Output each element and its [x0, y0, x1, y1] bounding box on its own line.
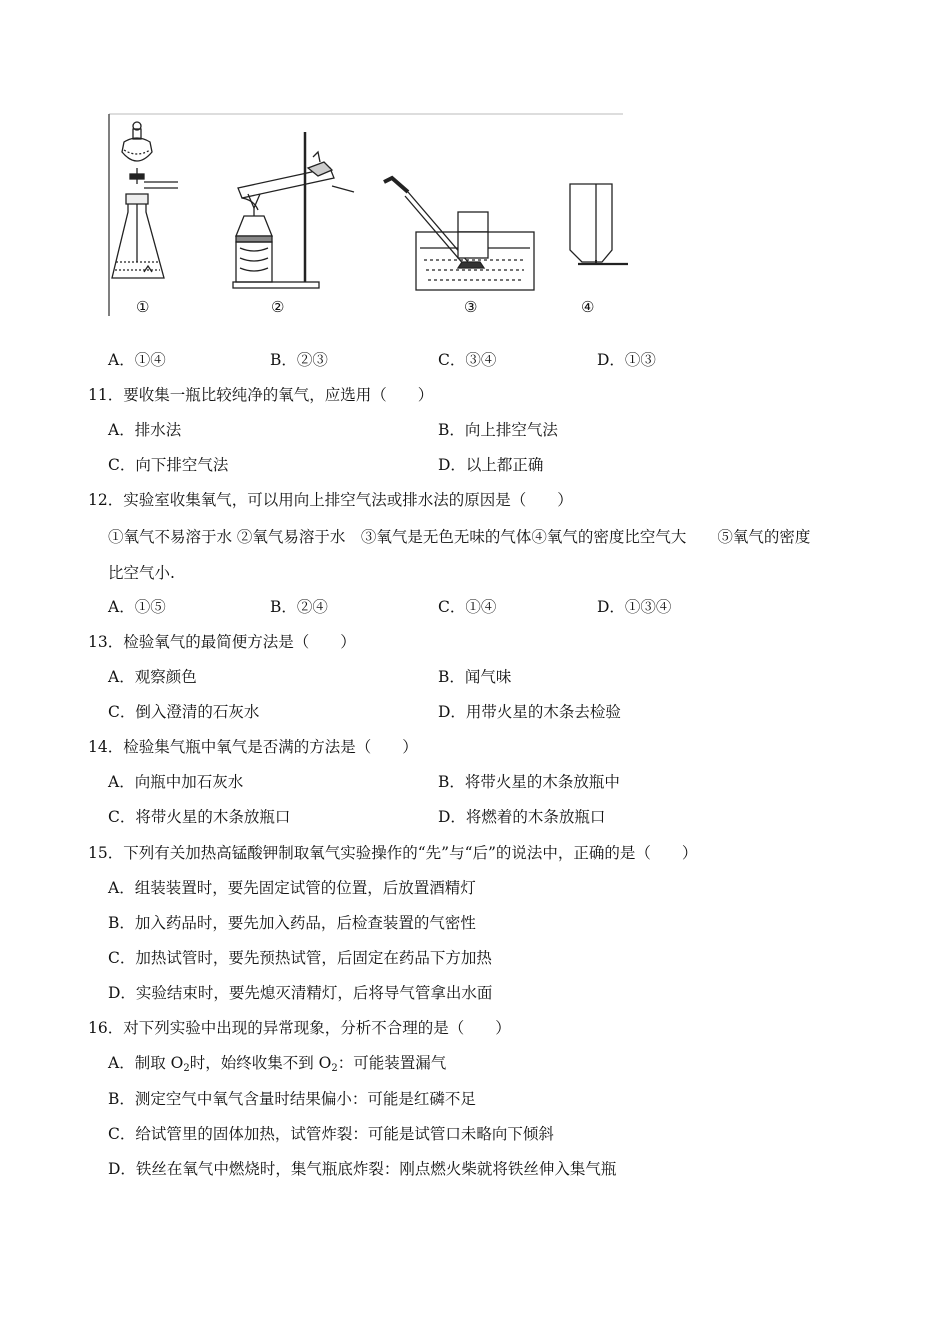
q12-statements-line1: ①氧气不易溶于水 ②氧气易溶于水 ③氧气是无色无味的气体④氧气的密度比空气大 ⑤氧气的密度	[108, 528, 811, 546]
q13-stem: 13．检验氧气的最简便方法是（ ）	[88, 633, 356, 651]
q10-option-d: D．①③	[597, 351, 656, 369]
figure-label-1: ①	[136, 298, 150, 316]
q15-option-a: A．组装装置时，要先固定试管的位置，后放置酒精灯	[108, 879, 476, 897]
heating-apparatus-icon	[233, 132, 354, 288]
q16-option-a	[108, 1053, 446, 1079]
q15-option-c: C．加热试管时，要先预热试管，后固定在药品下方加热	[108, 949, 492, 967]
q13-option-b: B．闻气味	[438, 668, 512, 686]
q16-option-a-pre: A．制取 O	[108, 1054, 184, 1072]
q10-option-b: B．②③	[270, 351, 328, 369]
q13-option-d: D．用带火星的木条去检验	[438, 703, 621, 721]
q16-option-d: D．铁丝在氧气中燃烧时，集气瓶底炸裂：刚点燃火柴就将铁丝伸入集气瓶	[108, 1160, 617, 1178]
q16-option-a-post: ：可能装置漏气	[337, 1054, 447, 1072]
q13-option-c: C．倒入澄清的石灰水	[108, 703, 260, 721]
q11-option-d: D．以上都正确	[438, 456, 544, 474]
apparatus-drawing	[108, 112, 628, 322]
q12-option-d: D．①③④	[597, 598, 672, 616]
q14-stem: 14．检验集气瓶中氧气是否满的方法是（ ）	[88, 738, 418, 756]
q14-option-a: A．向瓶中加石灰水	[108, 773, 244, 791]
q11-option-a: A．排水法	[108, 421, 182, 439]
q15-stem: 15．下列有关加热高锰酸钾制取氧气实验操作的“先”与“后”的说法中，正确的是（ ）	[88, 844, 698, 862]
q14-option-b: B．将带火星的木条放瓶中	[438, 773, 620, 791]
q16-stem: 16．对下列实验中出现的异常现象，分析不合理的是（ ）	[88, 1019, 511, 1037]
q16-option-a-sub1: 2	[183, 1063, 190, 1074]
flask-apparatus-icon	[112, 122, 178, 278]
q11-option-b: B．向上排空气法	[438, 421, 558, 439]
q10-option-a: A．①④	[108, 351, 166, 369]
q14-option-c: C．将带火星的木条放瓶口	[108, 808, 291, 826]
q13-option-a: A．观察颜色	[108, 668, 197, 686]
q16-option-a-mid: 时，始终收集不到 O	[189, 1054, 332, 1072]
q12-statements-line2: 比空气小.	[108, 564, 175, 582]
water-trough-icon	[384, 178, 534, 290]
gas-jar-icon	[570, 184, 628, 264]
q15-option-b: B．加入药品时，要先加入药品，后检查装置的气密性	[108, 914, 476, 932]
q16-option-a-sub2: 2	[331, 1063, 338, 1074]
figure-label-3: ③	[464, 298, 478, 316]
figure-label-2: ②	[271, 298, 285, 316]
q12-option-a: A．①⑤	[108, 598, 166, 616]
q15-option-d: D．实验结束时，要先熄灭清精灯，后将导气管拿出水面	[108, 984, 493, 1002]
q16-option-c: C．给试管里的固体加热，试管炸裂：可能是试管口未略向下倾斜	[108, 1125, 554, 1143]
q14-option-d: D．将燃着的木条放瓶口	[438, 808, 606, 826]
q11-option-c: C．向下排空气法	[108, 456, 229, 474]
q16-option-b: B．测定空气中氧气含量时结果偏小：可能是红磷不足	[108, 1090, 476, 1108]
figure-label-4: ④	[581, 298, 595, 316]
q10-option-c: C．③④	[438, 351, 497, 369]
q12-option-b: B．②④	[270, 598, 328, 616]
q12-option-c: C．①④	[438, 598, 497, 616]
q12-stem: 12．实验室收集氧气，可以用向上排空气法或排水法的原因是（ ）	[88, 491, 573, 509]
q11-stem: 11．要收集一瓶比较纯净的氧气，应选用（ ）	[88, 386, 434, 404]
apparatus-figure	[108, 112, 628, 322]
